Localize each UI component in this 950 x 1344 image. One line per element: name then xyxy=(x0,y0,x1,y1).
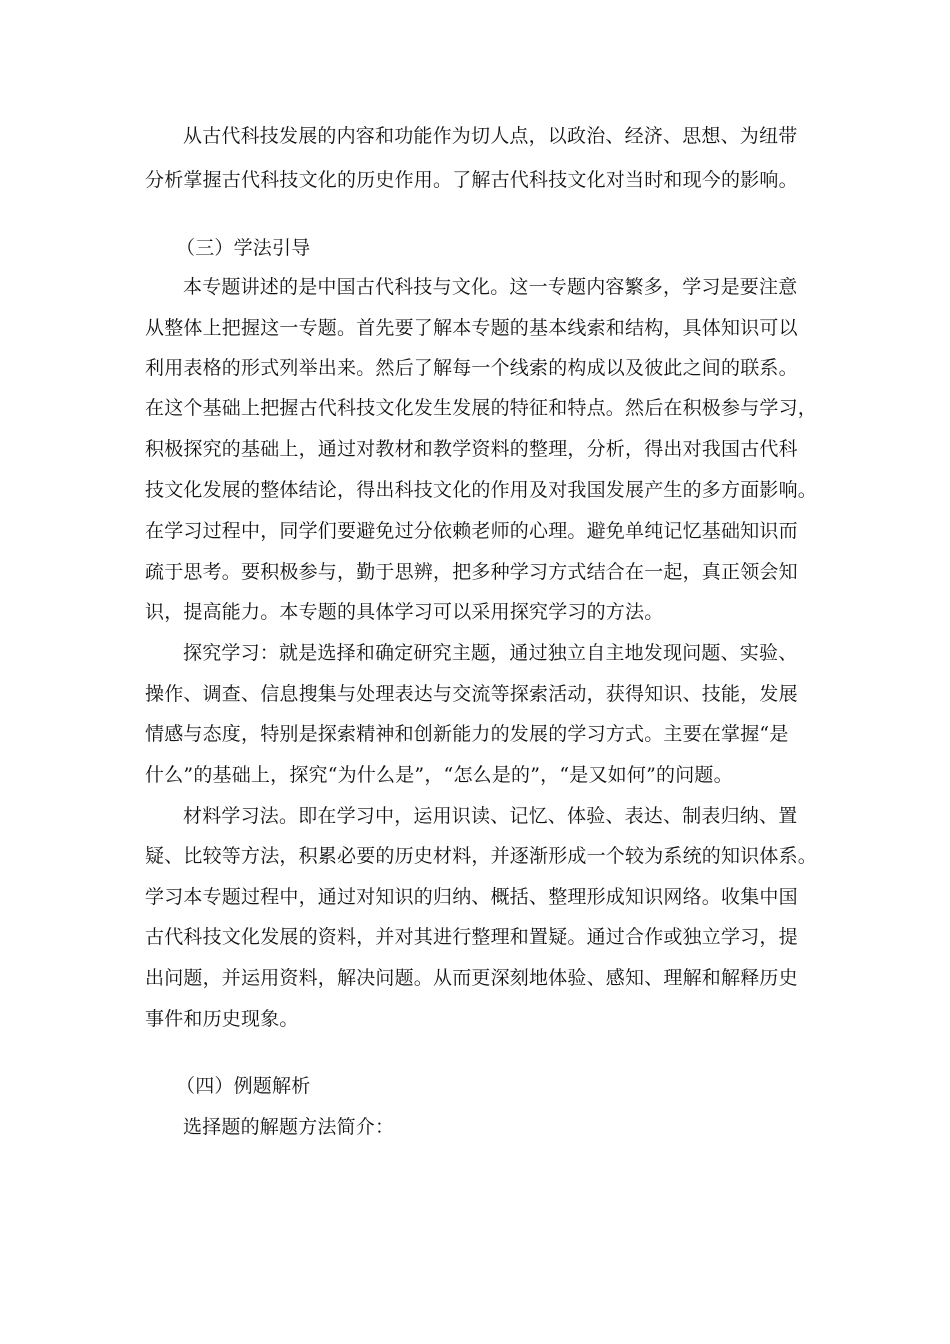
paragraph-line: 出问题，并运用资料，解决问题。从而更深刻地体验、感知、理解和解释历史 xyxy=(145,967,798,989)
paragraph-line: 疑、比较等方法，积累必要的历史材料，并逐渐形成一个较为系统的知识体系。 xyxy=(145,845,818,867)
paragraph-line: 学习本专题过程中，通过对知识的归纳、概括、整理形成知识网络。收集中国 xyxy=(145,886,798,908)
paragraph-line: 技文化发展的整体结论，得出科技文化的作用及对我国发展产生的多方面影响。 xyxy=(145,479,818,501)
paragraph-line: 材料学习法。即在学习中，运用识读、记忆、体验、表达、制表归纳、置 xyxy=(183,805,798,827)
paragraph-line: 在这个基础上把握古代科技文化发生发展的特征和特点。然后在积极参与学习， xyxy=(145,397,818,419)
paragraph-line: 情感与态度，特别是探索精神和创新能力的发展的学习方式。主要在掌握“是 xyxy=(145,723,789,745)
paragraph-line: 操作、调查、信息搜集与处理表达与交流等探索活动，获得知识、技能，发展 xyxy=(145,683,798,705)
intro-line-1: 从古代科技发展的内容和功能作为切人点，以政治、经济、思想、为纽带 xyxy=(183,125,798,147)
section-heading-3: （三）学法引导 xyxy=(176,237,311,259)
paragraph-line: 在学习过程中，同学们要避免过分依赖老师的心理。避免单纯记忆基础知识而 xyxy=(145,520,798,542)
paragraph-line: 选择题的解题方法简介： xyxy=(183,1116,395,1138)
paragraph-line: 本专题讲述的是中国古代科技与文化。这一专题内容繁多，学习是要注意 xyxy=(183,276,798,298)
section-heading-4: （四）例题解析 xyxy=(176,1075,311,1097)
paragraph-line: 利用表格的形式列举出来。然后了解每一个线索的构成以及彼此之间的联系。 xyxy=(145,357,798,379)
paragraph-line: 识，提高能力。本专题的具体学习可以采用探究学习的方法。 xyxy=(145,601,664,623)
paragraph-line: 什么”的基础上，探究“为什么是”，“怎么是的”，“是又如何”的问题。 xyxy=(145,764,733,786)
paragraph-line: 积极探究的基础上，通过对教材和教学资料的整理，分析，得出对我国古代科 xyxy=(145,438,798,460)
paragraph-line: 事件和历史现象。 xyxy=(145,1008,299,1030)
paragraph-line: 疏于思考。要积极参与，勤于思辨，把多种学习方式结合在一起，真正领会知 xyxy=(145,561,798,583)
paragraph-line: 从整体上把握这一专题。首先要了解本专题的基本线索和结构，具体知识可以 xyxy=(145,317,798,339)
paragraph-line: 古代科技文化发展的资料，并对其进行整理和置疑。通过合作或独立学习，提 xyxy=(145,926,798,948)
paragraph-line: 探究学习：就是选择和确定研究主题，通过独立自主地发现问题、实验、 xyxy=(183,642,798,664)
intro-line-2: 分析掌握古代科技文化的历史作用。了解古代科技文化对当时和现今的影响。 xyxy=(145,169,798,191)
